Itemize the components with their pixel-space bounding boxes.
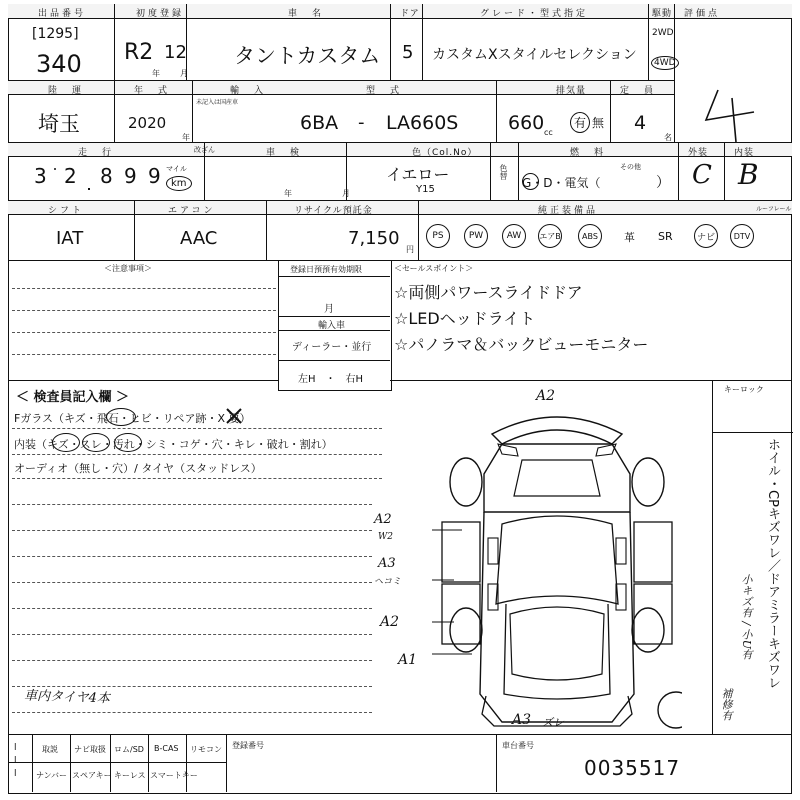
insp-line-3 bbox=[12, 478, 382, 479]
notes-line-2 bbox=[12, 310, 276, 311]
handwritten-check-x bbox=[224, 406, 244, 426]
registration-import: 輸入車 bbox=[318, 321, 346, 331]
r2-div-4 bbox=[610, 81, 611, 142]
mark-left-rear-low: A1 bbox=[398, 652, 418, 668]
auction-sheet bbox=[8, 4, 792, 796]
footer-item-7: スペアキー bbox=[72, 771, 112, 780]
fuel-label: 燃 料 bbox=[570, 148, 607, 158]
footer-item-9: スマートキー bbox=[150, 771, 198, 780]
mark-left-mid: A3 bbox=[378, 556, 396, 571]
mileage-digit-1: 3 bbox=[34, 164, 47, 188]
r1-div-1 bbox=[114, 4, 115, 80]
right-margin-sub2: 補修有 bbox=[720, 688, 733, 721]
pref-label: 陸 運 bbox=[48, 86, 85, 96]
mileage-unit-mile: マイル bbox=[166, 165, 187, 173]
r1-div-4 bbox=[422, 4, 423, 80]
mileage-digit-5: 9 bbox=[148, 164, 161, 188]
notes-label: ＜注意事項＞ bbox=[104, 264, 152, 273]
inspection-year-unit: 年 bbox=[284, 189, 292, 198]
reg-line-3 bbox=[278, 330, 390, 331]
mileage-label: 走 行 bbox=[78, 148, 115, 158]
fuel-other: その他 bbox=[620, 163, 641, 171]
color-label: 色（Col.No） bbox=[412, 148, 478, 158]
circle-dirt bbox=[114, 433, 142, 452]
inspector-line-3: オーディオ（無し・穴）/ タイヤ（スタッドレス） bbox=[14, 462, 262, 475]
model-prefix: 6BA bbox=[300, 112, 339, 134]
interior-grade: B bbox=[738, 158, 759, 191]
mileage-digit-4: 9 bbox=[124, 164, 137, 188]
aircon-label: エアコン bbox=[168, 206, 216, 216]
mileage-sep-2 bbox=[88, 188, 90, 190]
interior-label: 内装 bbox=[734, 148, 755, 158]
lot-no: 340 bbox=[36, 50, 82, 78]
displacement: 660 bbox=[508, 112, 545, 134]
recycle-unit: 円 bbox=[406, 245, 414, 254]
circle-flying-stone bbox=[106, 408, 136, 426]
footer-item-5: リモコン bbox=[190, 745, 222, 754]
check-1: l bbox=[14, 743, 17, 753]
equip-sr: SR bbox=[658, 230, 673, 243]
capacity: 4 bbox=[634, 112, 647, 134]
reg-no-label: 登録番号 bbox=[232, 741, 264, 750]
insp-line-5 bbox=[12, 530, 372, 531]
r1-div-5 bbox=[648, 4, 649, 80]
model-year-unit: 年 bbox=[182, 133, 190, 142]
insp-line-8 bbox=[12, 608, 372, 609]
check-3: l bbox=[14, 769, 17, 779]
inspector-handwritten: 車内タイヤ4本 bbox=[23, 688, 111, 707]
model-code: LA660S bbox=[386, 112, 459, 134]
header-band-3 bbox=[8, 143, 792, 157]
right-margin-line bbox=[712, 432, 713, 734]
mark-left-front-sub: W2 bbox=[378, 532, 393, 542]
import-label: 輸 入 bbox=[230, 86, 267, 96]
doors: 5 bbox=[402, 42, 414, 63]
footer-item-8: キーレス bbox=[114, 771, 146, 780]
model-year-label: 年 式 bbox=[134, 86, 171, 96]
mark-rear-sub: ズレ bbox=[542, 716, 564, 729]
chassis-no: 0035517 bbox=[584, 756, 681, 780]
mileage-digit-3: 8 bbox=[100, 164, 113, 188]
color-name: イエロー bbox=[386, 165, 450, 184]
car-name: タントカスタム bbox=[234, 44, 381, 68]
extra-label: ルーフレール bbox=[756, 206, 792, 213]
footer-div-3 bbox=[148, 734, 149, 792]
equipment-label: 純正装備品 bbox=[538, 206, 599, 216]
first-reg-year-unit: 年 bbox=[152, 69, 160, 78]
inspector-title: ＜ 検査員記入欄 ＞ bbox=[16, 390, 130, 405]
lot-no-label: 出品番号 bbox=[38, 9, 87, 19]
r3-div-6 bbox=[724, 143, 725, 200]
mark-front-roof: A2 bbox=[536, 388, 556, 404]
mark-left-rear: A2 bbox=[380, 614, 400, 630]
car-front-windshield bbox=[492, 417, 622, 444]
prefecture: 埼玉 bbox=[38, 112, 80, 136]
registration-month: 月 bbox=[324, 304, 334, 315]
footer-checks bbox=[14, 742, 17, 781]
equip-airbag: エアB bbox=[538, 224, 562, 248]
grade: カスタムXスタイルセレクション bbox=[432, 47, 637, 63]
model-dash: - bbox=[358, 112, 365, 133]
footer-div-2 bbox=[110, 734, 111, 792]
shift-label: シフト bbox=[48, 206, 85, 216]
recycle: 7,150 bbox=[348, 228, 400, 249]
registration-dealer: ディーラー・並行 bbox=[292, 342, 372, 353]
r4-div-3 bbox=[418, 201, 419, 260]
fuel-close: ） bbox=[656, 175, 670, 191]
equip-dtv: DTV bbox=[730, 224, 754, 248]
drive-2wd: 2WD bbox=[652, 28, 674, 38]
right-margin-sub: 小キズ有 / 小U有 bbox=[740, 574, 753, 660]
color-code: Y15 bbox=[416, 184, 435, 195]
first-reg-label: 初度登録 bbox=[136, 9, 185, 19]
mark-left-mid-sub: ヘコミ bbox=[374, 577, 402, 587]
sales-point-1: ☆両側パワースライドドア bbox=[394, 283, 583, 302]
insp-line-10 bbox=[12, 660, 372, 661]
grade-label: グレード・型式指定 bbox=[480, 9, 589, 19]
sales-label: ＜セールスポイント＞ bbox=[394, 264, 474, 273]
footer-mid bbox=[8, 762, 226, 763]
r5-bottom-left bbox=[8, 380, 278, 381]
model-code-label: 型 式 bbox=[366, 86, 403, 96]
r3-div-1 bbox=[204, 143, 205, 200]
score-handwritten-4 bbox=[702, 86, 764, 144]
drive-4wd: 4WD bbox=[651, 56, 679, 70]
insp-line-6 bbox=[12, 556, 372, 557]
exterior-label: 外装 bbox=[688, 148, 709, 158]
drive-label: 駆動 bbox=[652, 9, 673, 19]
rear-left-wheel bbox=[450, 608, 482, 652]
footer-item-6: ナンバー bbox=[36, 771, 68, 780]
chassis-label: 車台番号 bbox=[502, 741, 534, 750]
insp-line-9 bbox=[12, 634, 372, 635]
registration-title: 登録日預預有効期限 bbox=[290, 265, 362, 274]
equip-ps: PS bbox=[426, 224, 450, 248]
notes-line-3 bbox=[12, 332, 276, 333]
car-name-label: 車 名 bbox=[288, 9, 325, 19]
rear-right-wheel bbox=[632, 608, 664, 652]
registration-handle: 左H ・ 右H bbox=[298, 374, 364, 385]
mark-left-front: A2 bbox=[374, 512, 392, 527]
header-band-4 bbox=[8, 201, 792, 215]
circle-rub bbox=[82, 433, 110, 452]
keylock-label: キーロック bbox=[724, 385, 764, 394]
cc-label: 排気量 bbox=[556, 86, 587, 96]
sales-point-3: ☆パノラマ＆バックビューモニター bbox=[394, 335, 649, 354]
r1-div-6 bbox=[674, 4, 675, 142]
shift: IAT bbox=[56, 228, 84, 249]
capacity-unit: 名 bbox=[664, 133, 672, 142]
equip-abs: ABS bbox=[578, 224, 602, 248]
inspector-line-2: 内装（キズ・スレ・汚れ・シミ・コゲ・穴・キレ・破れ・割れ） bbox=[14, 438, 333, 451]
aircon: AAC bbox=[180, 228, 218, 249]
capacity-label: 定 員 bbox=[620, 86, 657, 96]
check-2: l bbox=[14, 756, 17, 766]
footer-item-4: B-CAS bbox=[154, 744, 179, 753]
reg-line-1 bbox=[278, 276, 390, 277]
right-margin-note: ホイル・CPキズワレ／ドアミラーキズワレ bbox=[765, 438, 780, 689]
displacement-unit: cc bbox=[544, 128, 553, 137]
first-reg-month: 12 bbox=[164, 42, 187, 63]
r3-div-4 bbox=[518, 143, 519, 200]
r2-div-1 bbox=[114, 81, 115, 142]
r1-div-3 bbox=[390, 4, 391, 80]
lot-no-small: [1295] bbox=[32, 26, 79, 42]
footer-div-0 bbox=[32, 734, 33, 792]
insp-line-4 bbox=[12, 504, 372, 505]
footer-div-6 bbox=[496, 734, 497, 792]
r4-div-2 bbox=[266, 201, 267, 260]
mileage-sub-label: 改ざん bbox=[194, 146, 215, 154]
inspection-label: 車 検 bbox=[266, 148, 303, 158]
footer-item-2: ナビ取扱 bbox=[74, 745, 106, 754]
fuel-g-circle bbox=[522, 173, 539, 190]
mileage-digit-2: 2 bbox=[64, 164, 77, 188]
inspection-month-unit: 月 bbox=[342, 189, 350, 198]
insp-line-7 bbox=[12, 582, 372, 583]
mileage-unit-km: km bbox=[166, 176, 192, 191]
notes-line-4 bbox=[12, 354, 276, 355]
fuel-options: G・D・電気（ bbox=[522, 176, 601, 190]
reg-line-4 bbox=[278, 360, 390, 361]
import-sub: 未記入は国産車 bbox=[196, 99, 239, 106]
notes-line-1 bbox=[12, 288, 276, 289]
model-year: 2020 bbox=[128, 114, 167, 132]
equip-aw: AW bbox=[502, 224, 526, 248]
spare-tire bbox=[658, 692, 682, 728]
color-change: 色替 bbox=[499, 164, 508, 180]
turbo-yes: 有 bbox=[570, 112, 590, 133]
footer-top bbox=[8, 734, 792, 735]
r2-div-3 bbox=[496, 81, 497, 142]
turbo-no: 無 bbox=[592, 116, 605, 130]
car-diagram bbox=[432, 404, 682, 734]
equip-pw: PW bbox=[464, 224, 488, 248]
circle-scratch bbox=[52, 433, 80, 452]
exterior-grade: C bbox=[692, 160, 712, 190]
insp-line-12 bbox=[12, 712, 372, 713]
insp-line-1 bbox=[12, 428, 382, 429]
mileage-sep-1 bbox=[54, 168, 56, 170]
door-label: ドア bbox=[400, 9, 420, 19]
front-left-wheel bbox=[450, 458, 482, 506]
equip-leather: 革 bbox=[624, 231, 635, 244]
r3-div-3 bbox=[490, 143, 491, 200]
footer-div-5 bbox=[226, 734, 227, 792]
footer-item-1: 取説 bbox=[42, 745, 58, 754]
first-reg-era: R2 bbox=[124, 40, 154, 65]
reg-line-2 bbox=[278, 316, 390, 317]
equip-navi: ナビ bbox=[694, 224, 718, 248]
recycle-label: リサイクル預託金 bbox=[294, 206, 373, 216]
mark-rear: A3 bbox=[512, 712, 532, 728]
footer-div-1 bbox=[70, 734, 71, 792]
insp-line-2 bbox=[12, 454, 382, 455]
r3-div-5 bbox=[678, 143, 679, 200]
footer-item-3: ロム/SD bbox=[114, 745, 144, 754]
r4-bottom bbox=[8, 260, 792, 261]
inspector-line-1: Fガラス（キズ・飛石・ヒビ・リペア跡・X 要） bbox=[14, 412, 251, 425]
sales-point-2: ☆LEDヘッドライト bbox=[394, 309, 536, 328]
front-right-wheel bbox=[632, 458, 664, 506]
first-reg-month-unit: 月 bbox=[180, 69, 188, 78]
r4-div-1 bbox=[134, 201, 135, 260]
score-label: 評価点 bbox=[684, 9, 721, 19]
r2-div-2 bbox=[192, 81, 193, 142]
footer-div-4 bbox=[186, 734, 187, 792]
